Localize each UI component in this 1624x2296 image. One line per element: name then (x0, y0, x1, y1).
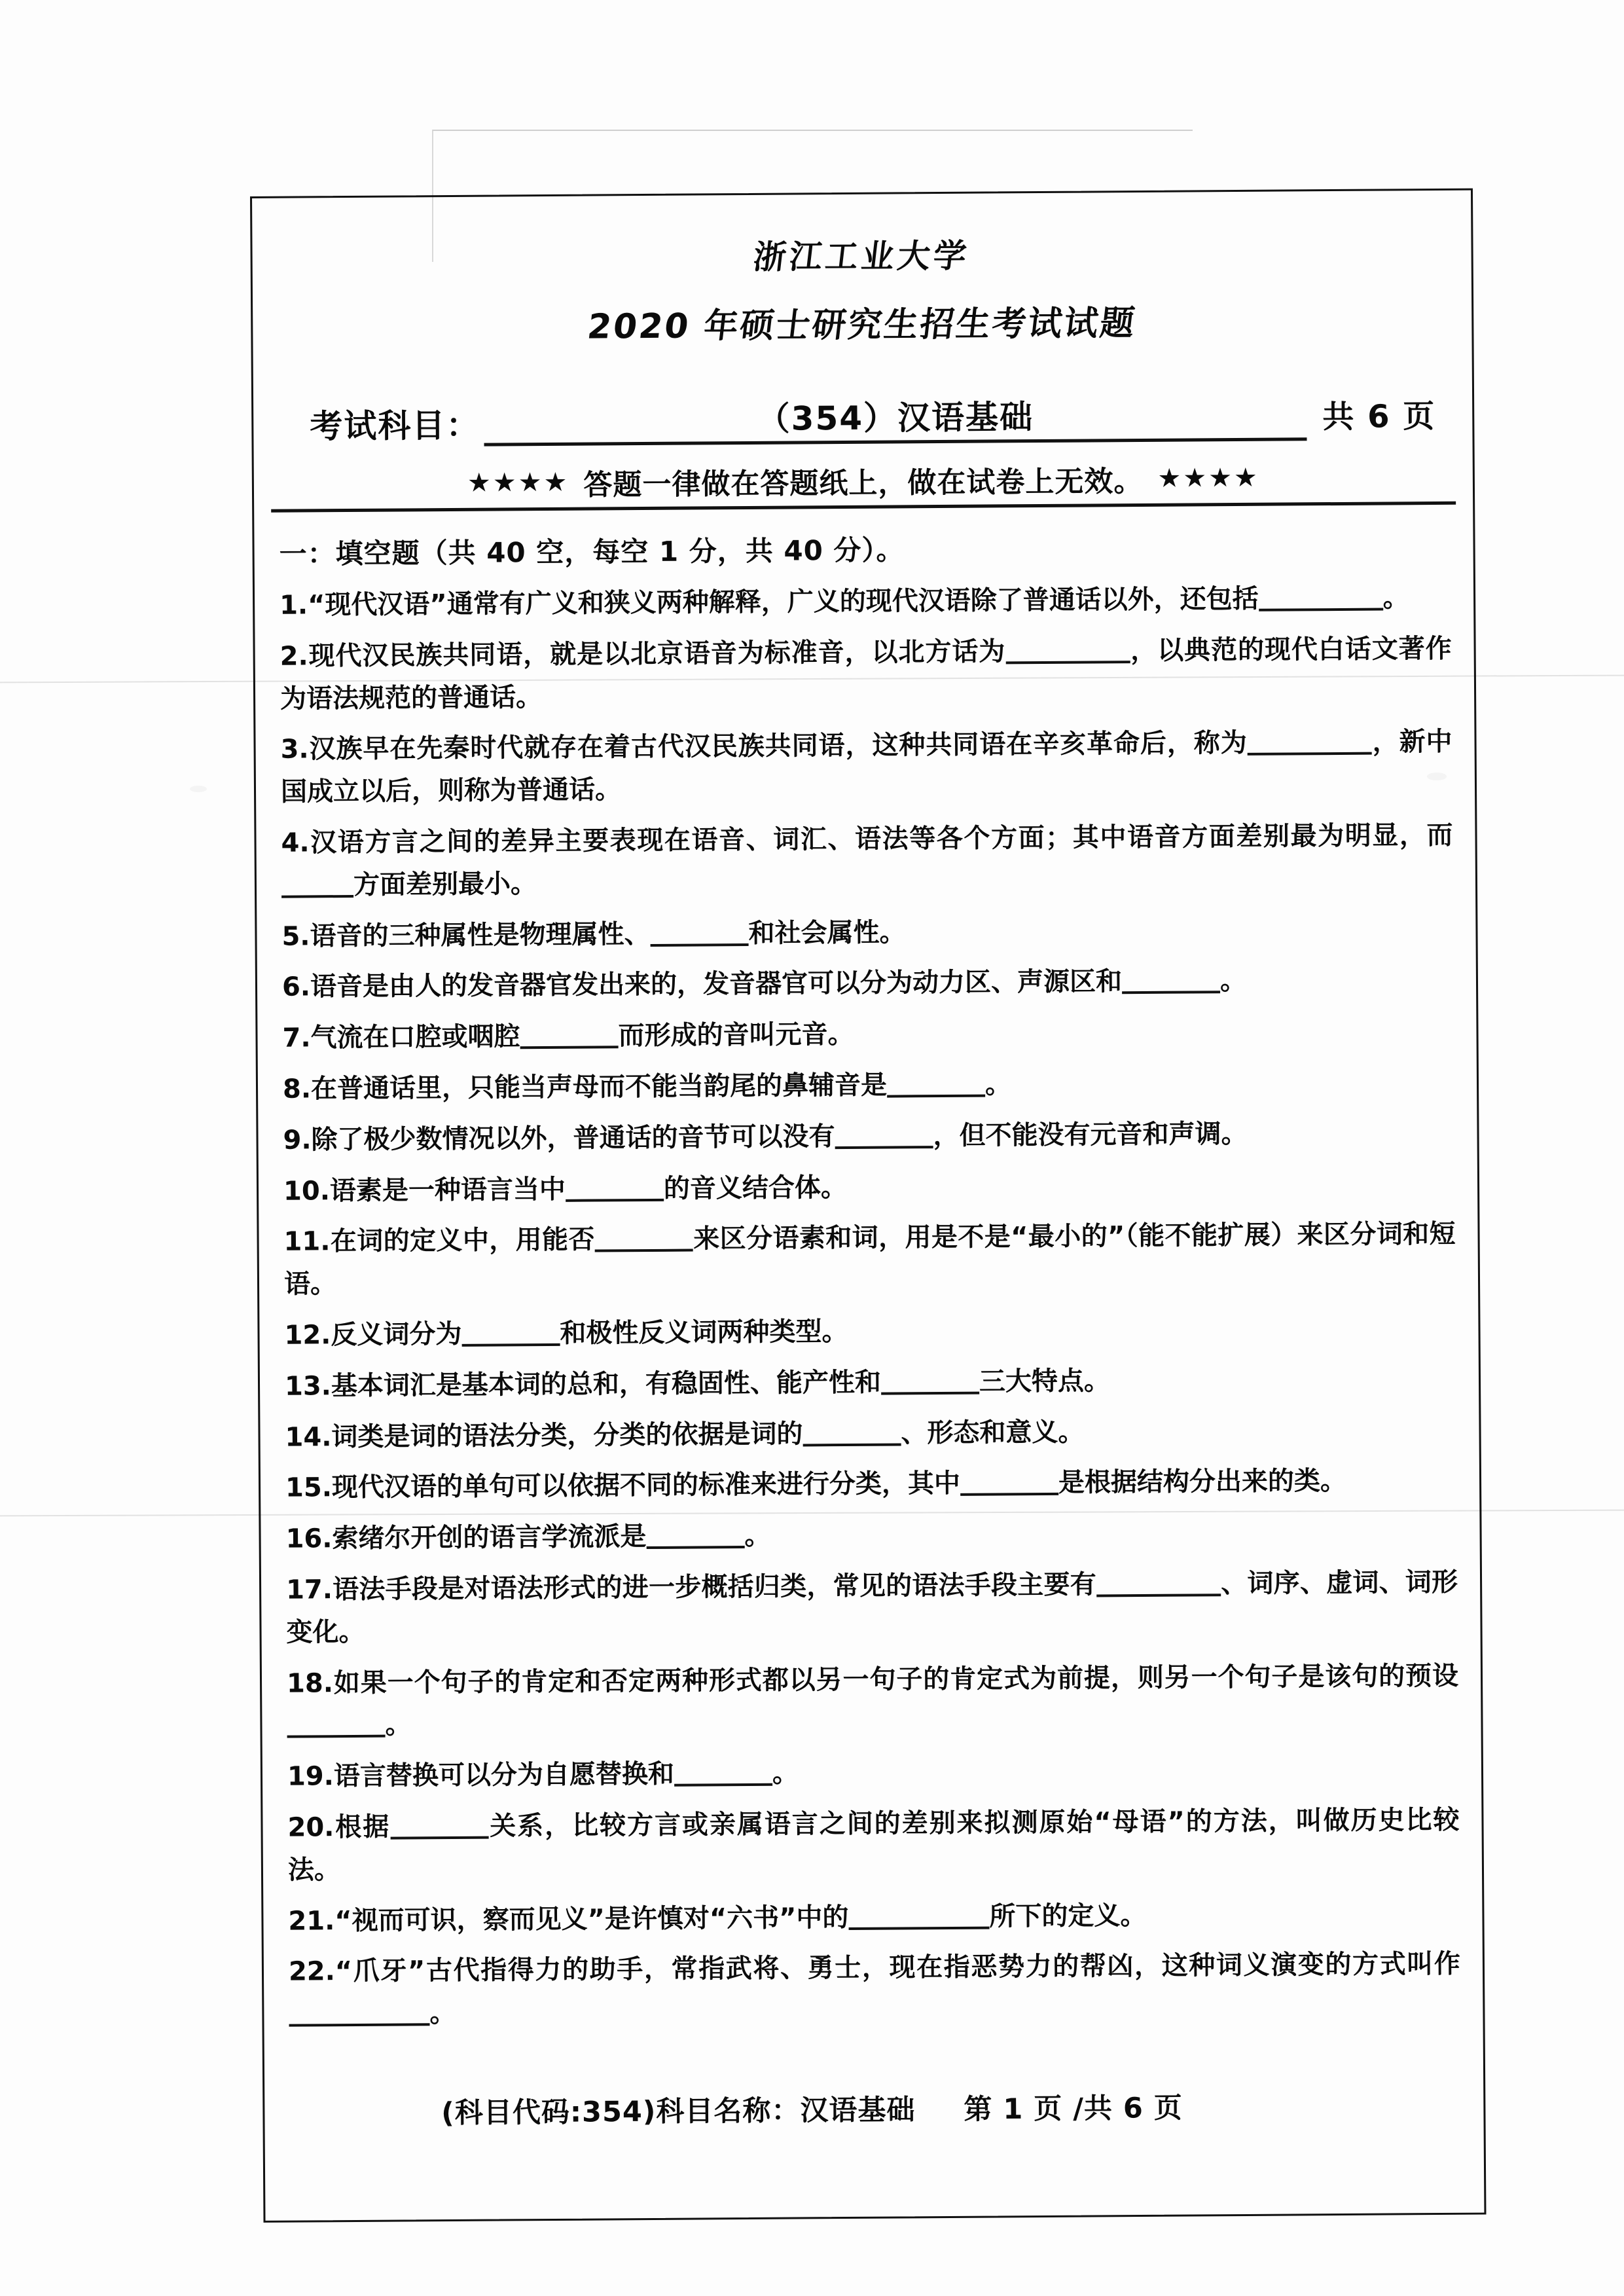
question-item (285, 1358, 1456, 1408)
answer-blank[interactable] (1248, 733, 1372, 756)
answer-notice-row (271, 456, 1456, 513)
section-heading-fill-in-blanks: 一：填空题（共 40 空，每空 1 分，共 40 分）。 (279, 534, 905, 570)
question-text: 在普通话里，只能当声母而不能当韵尾的鼻辅音是 (310, 1070, 888, 1104)
question-text: 除了极少数情况以外，普通话的音节可以没有 (311, 1121, 835, 1156)
stars-left-icon: ★★★★ (467, 467, 569, 498)
question-text: ，但不能没有元音和声调。 (933, 1118, 1248, 1151)
question-text: 所下的定义。 (989, 1900, 1147, 1932)
question-text: 来区分语素和词，用是不是“最小的”（能不能扩展）来区分词和短语。 (283, 1219, 1456, 1300)
answer-blank[interactable] (1122, 972, 1220, 994)
answer-blank[interactable] (881, 1372, 979, 1394)
question-text: 。 (385, 1709, 412, 1741)
question-number: 4. (281, 828, 310, 858)
answer-blank[interactable] (566, 1178, 664, 1201)
question-item (283, 1162, 1455, 1212)
question-text: 和社会属性。 (748, 917, 906, 949)
question-text: “爪牙”古代指得力的助手，常指武将、勇士，现在指恶势力的帮凶，这种词义演变的方式叫作 (334, 1949, 1461, 1987)
question-text: 。 (744, 1520, 771, 1552)
question-text: ，以典范的现代白话文著作为语法规范的普通话。 (280, 633, 1452, 714)
answer-blank[interactable] (281, 875, 353, 898)
exam-title: 2020 年硕士研究生招生考试试题 (585, 304, 1139, 347)
question-text: 汉语方言之间的差异主要表现在语音、词汇、语法等各个方面；其中语音方面差别最为明显，而 (309, 820, 1453, 858)
scan-smudge-left (190, 786, 207, 792)
answer-blank[interactable] (674, 1764, 772, 1787)
question-number: 22. (288, 1956, 335, 1988)
subject-label: 考试科目： (310, 406, 480, 446)
question-list (280, 577, 1461, 2036)
question-number: 13. (284, 1371, 332, 1402)
question-number: 20. (287, 1812, 334, 1843)
question-number: 19. (287, 1761, 334, 1792)
question-number: 2. (280, 641, 308, 672)
answer-blank[interactable] (650, 924, 748, 947)
subject-value: （354）汉语基础 (484, 389, 1307, 446)
question-text: 。 (1219, 966, 1247, 996)
question-text: 词类是词的语法分类，分类的依据是词的 (331, 1419, 803, 1452)
footer-subject-code-name: (科目代码:354)科目名称：汉语基础 (441, 2093, 916, 2130)
question-number: 5. (281, 921, 310, 952)
question-text: 三大特点。 (979, 1366, 1111, 1397)
question-text: 汉族早在先秦时代就存在着古代汉民族共同语，这种共同语在辛亥革命后，称为 (308, 728, 1248, 765)
question-text: 基本词汇是基本词的总和，有稳固性、能产性和 (331, 1367, 882, 1401)
answer-blank[interactable] (390, 1817, 488, 1840)
question-text: 是根据结构分出来的类。 (1058, 1466, 1347, 1499)
question-text: 现代汉语的单句可以依据不同的标准来进行分类，其中 (331, 1468, 961, 1503)
question-number: 8. (282, 1074, 312, 1104)
answer-blank[interactable] (887, 1075, 985, 1098)
question-number: 21. (288, 1905, 335, 1937)
question-text: “现代汉语”通常有广义和狭义两种解释，广义的现代汉语除了普通话以外，还包括 (308, 583, 1259, 621)
answer-blank[interactable] (960, 1473, 1058, 1496)
question-number: 9. (283, 1125, 312, 1156)
question-text: 语言替换可以分为自愿替换和 (333, 1758, 675, 1792)
question-number: 18. (286, 1667, 334, 1699)
question-item (280, 628, 1452, 720)
question-item (282, 958, 1454, 1009)
stars-right-icon: ★★★★ (1157, 462, 1259, 494)
question-number: 11. (283, 1226, 331, 1258)
question-text: “视而可识，察而见义”是许慎对“六书”中的 (334, 1902, 849, 1936)
answer-blank[interactable] (848, 1906, 989, 1929)
question-text: 索绪尔开创的语言学流派是 (332, 1522, 647, 1554)
question-item (282, 1010, 1454, 1060)
footer-page-indicator: 第 1 页 /共 6 页 (964, 2092, 1183, 2126)
question-text: 语素是一种语言当中 (329, 1174, 566, 1206)
question-number: 17. (285, 1575, 333, 1605)
question-item (285, 1459, 1457, 1510)
question-item (283, 1112, 1454, 1162)
answer-blank[interactable] (1259, 589, 1383, 611)
question-text: 和极性反义词两种类型。 (560, 1316, 848, 1349)
answer-blank[interactable] (646, 1526, 744, 1549)
questions-container (271, 524, 1466, 2036)
subject-row (270, 388, 1455, 448)
question-item (287, 1799, 1460, 1891)
question-text: 在词的定义中，用能否 (330, 1224, 596, 1257)
question-text: 如果一个句子的肯定和否定两种形式都以另一句子的肯定式为前提，则另一个句子是该句的预设 (333, 1660, 1459, 1698)
question-text: 根据 (334, 1812, 391, 1843)
question-number: 1. (279, 590, 308, 621)
question-item (281, 907, 1453, 958)
question-item (283, 1061, 1454, 1111)
question-number: 6. (281, 972, 311, 1003)
question-number: 10. (283, 1175, 331, 1207)
question-number: 16. (285, 1523, 333, 1554)
question-item (288, 1892, 1460, 1942)
answer-blank[interactable] (1096, 1574, 1221, 1597)
answer-blank[interactable] (520, 1027, 618, 1049)
question-item (284, 1307, 1456, 1357)
answer-notice-text: 答题一律做在答题纸上，做在试卷上无效。 (583, 464, 1144, 502)
question-number: 3. (280, 734, 309, 765)
question-text: 。 (1382, 583, 1409, 613)
question-text: 、词序、虚词、词形变化。 (286, 1567, 1458, 1648)
question-item (287, 1654, 1459, 1747)
answer-blank[interactable] (1005, 641, 1130, 664)
question-number: 15. (285, 1472, 333, 1504)
question-text: 方面差别最小。 (353, 868, 537, 900)
question-number: 14. (285, 1421, 332, 1453)
question-text: 气流在口腔或咽腔 (310, 1021, 520, 1053)
question-item (287, 1748, 1459, 1798)
question-number: 7. (282, 1023, 311, 1053)
total-pages-label: 共 6 页 (1322, 397, 1436, 436)
answer-blank[interactable] (595, 1230, 693, 1252)
question-item (281, 814, 1453, 907)
question-item (285, 1510, 1457, 1561)
question-text: 现代汉民族共同语，就是以北京语音为标准音，以北方话为 (308, 636, 1006, 672)
answer-blank[interactable] (835, 1126, 933, 1149)
question-text: 、形态和意义。 (901, 1417, 1085, 1449)
question-item (286, 1561, 1458, 1654)
question-text: 。 (772, 1758, 799, 1789)
question-text: 语音的三种属性是物理属性、 (310, 919, 651, 952)
university-name: 浙江工业大学 (751, 236, 972, 276)
answer-blank[interactable] (289, 2003, 429, 2026)
question-text: 反义词分为 (331, 1319, 462, 1351)
question-item (289, 1943, 1461, 2035)
question-text: ，新中国成立以后，则称为普通话。 (280, 727, 1453, 807)
answer-blank[interactable] (287, 1715, 385, 1738)
question-text: 语音是由人的发音器官发出来的，发音器官可以分为动力区、声源区和 (310, 966, 1123, 1002)
question-text: 的音义结合体。 (663, 1172, 848, 1204)
question-text: 而形成的音叫元音。 (618, 1019, 854, 1051)
question-text: 语法手段是对语法形式的进一步概括归类，常见的语法手段主要有 (332, 1569, 1097, 1605)
answer-blank[interactable] (803, 1423, 901, 1446)
question-text: 。 (984, 1069, 1012, 1100)
question-item (280, 577, 1451, 627)
question-item (280, 721, 1453, 813)
question-text: 。 (429, 1998, 456, 2029)
question-text: 关系，比较方言或亲属语言之间的差别来拟测原始“母语”的方法，叫做历史比较法。 (287, 1804, 1460, 1886)
exam-paper-border (250, 189, 1486, 2223)
question-item (285, 1408, 1456, 1459)
exam-page-content (252, 191, 1484, 2221)
question-item (283, 1213, 1456, 1305)
answer-blank[interactable] (461, 1324, 560, 1347)
question-number: 12. (284, 1320, 331, 1351)
